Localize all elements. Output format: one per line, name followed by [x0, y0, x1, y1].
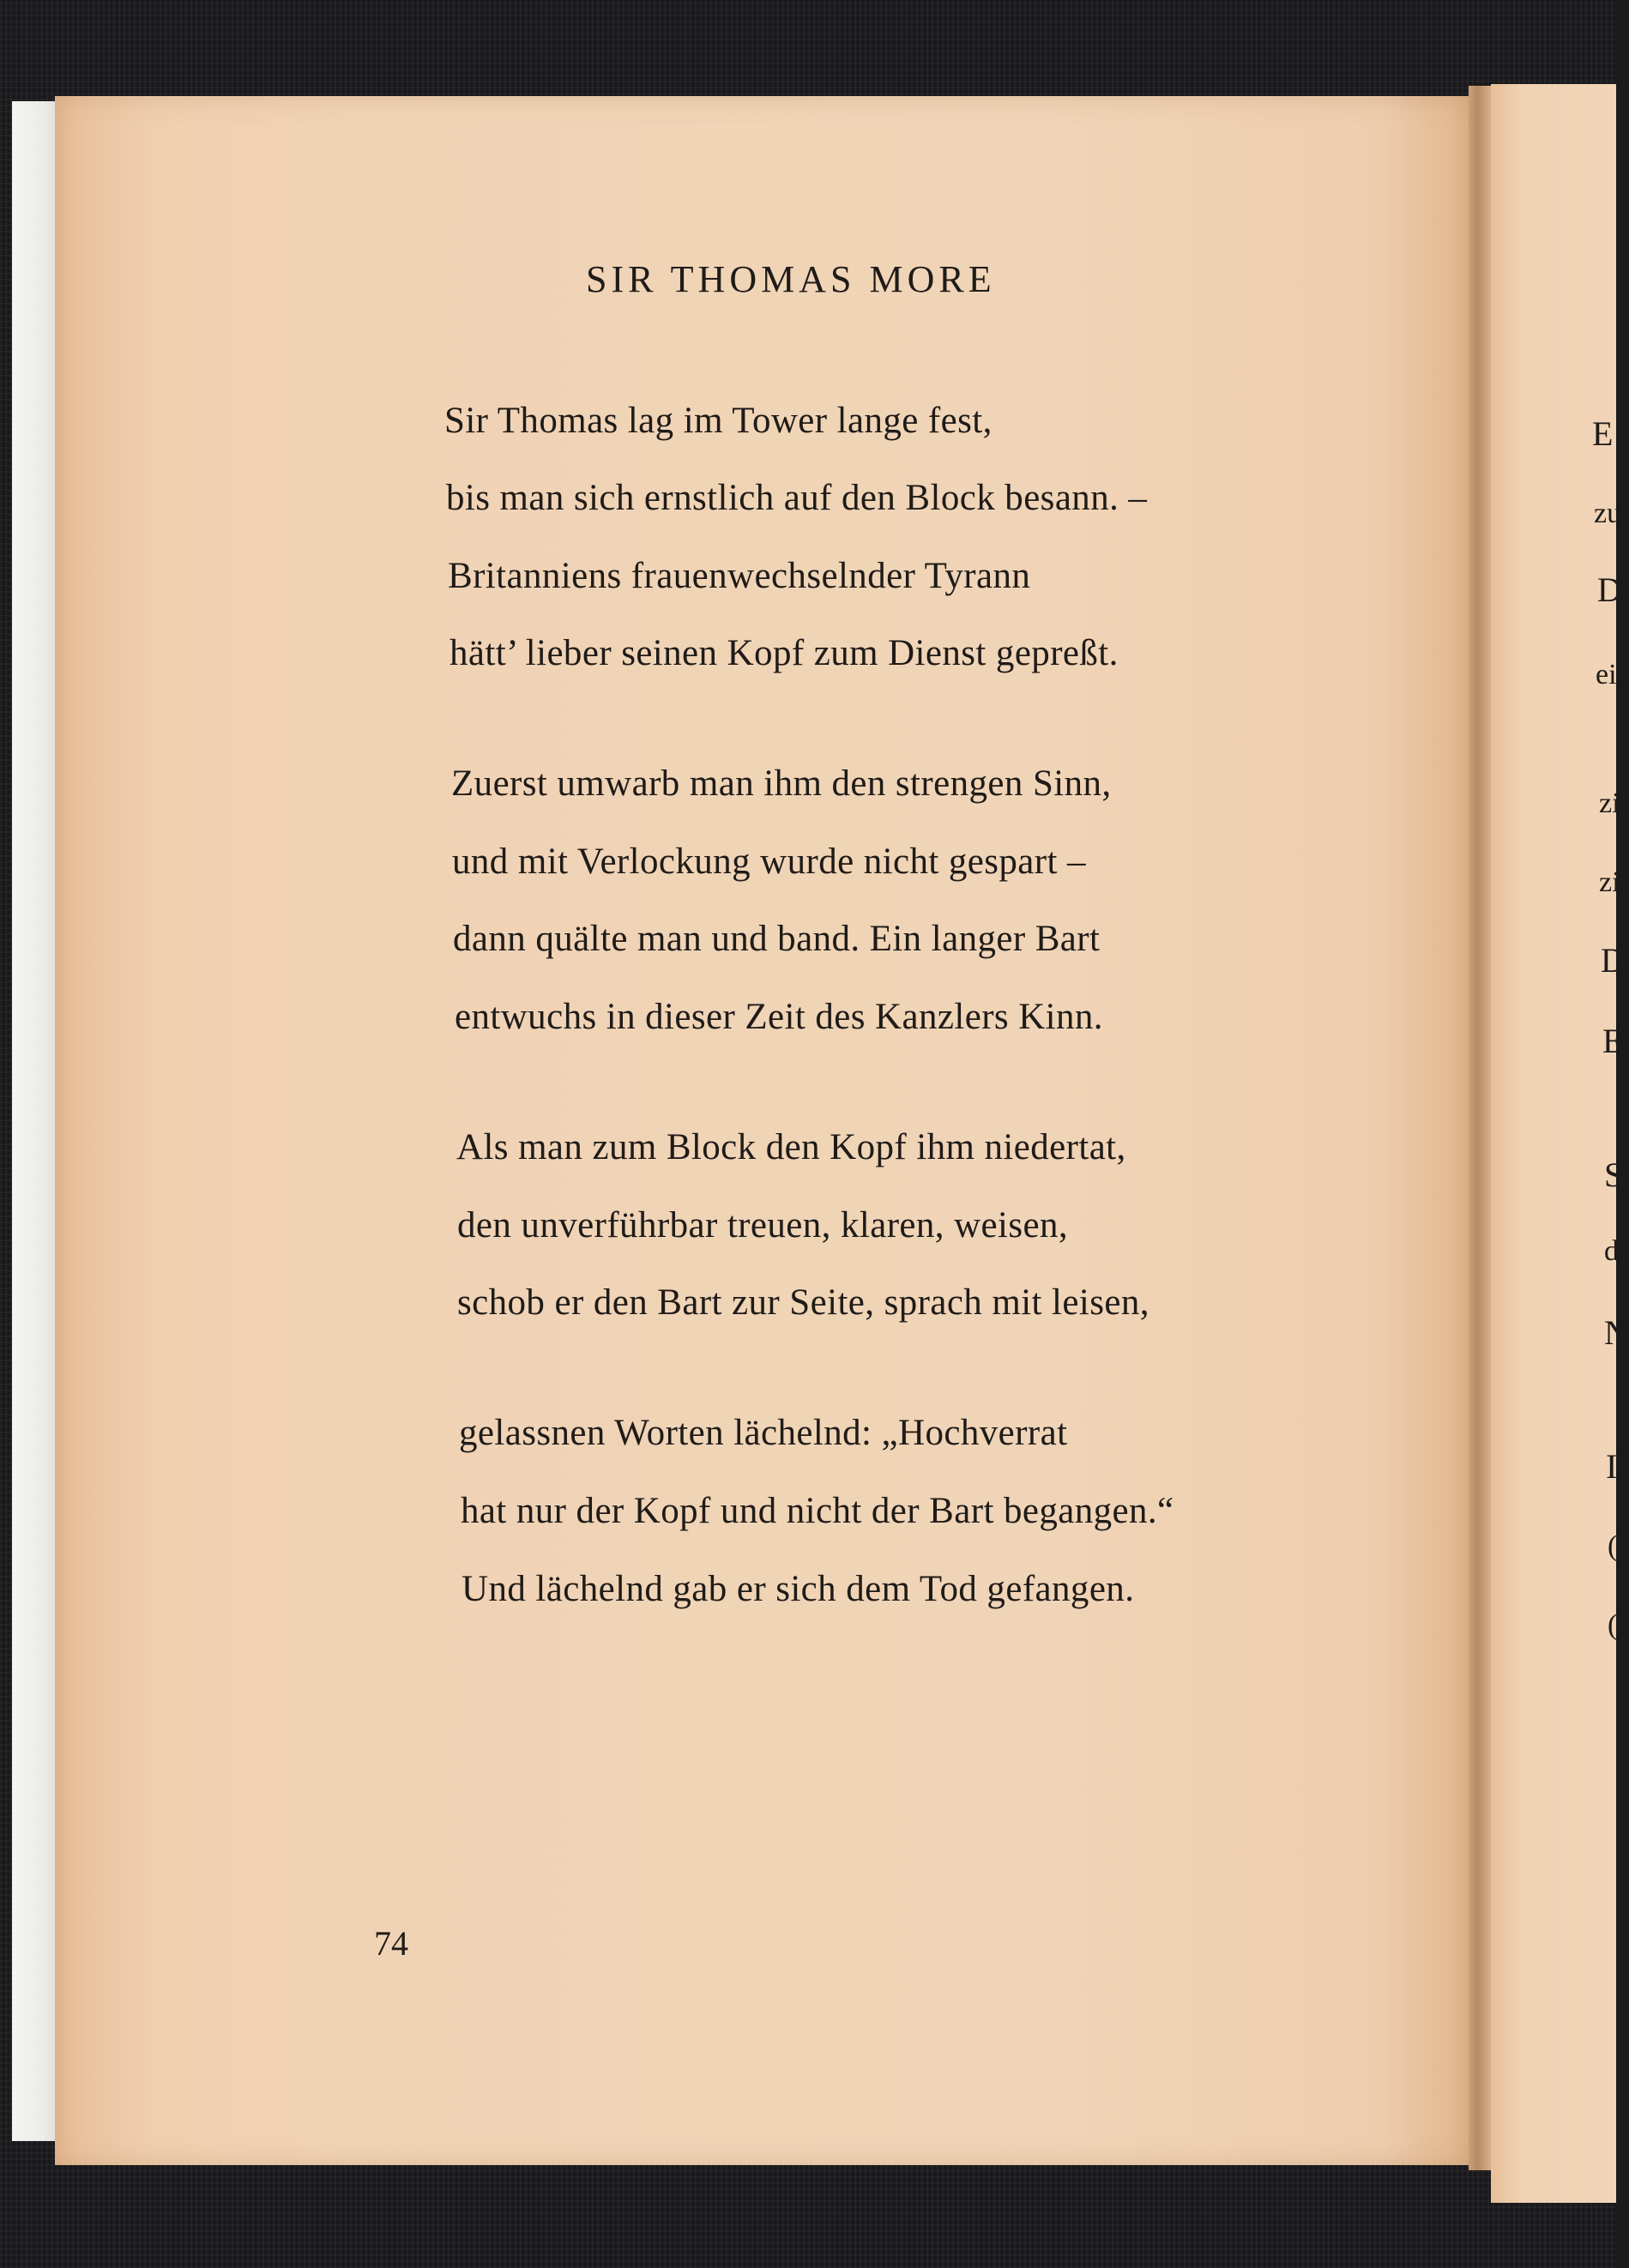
facing-page-fragment: N [1604, 1313, 1629, 1352]
facing-page-fragment: zi [1599, 866, 1620, 898]
poem-line: den unverführbar treuen, klaren, weisen, [457, 1205, 1069, 1246]
poem-line: gelassnen Worten lächelnd: „Hochverrat [459, 1413, 1068, 1453]
facing-page-fragment: zi [1599, 787, 1620, 819]
poem-line: entwuchs in dieser Zeit des Kanzlers Kinn. [455, 997, 1103, 1037]
facing-page-fragment: zu [1594, 498, 1622, 529]
poem-line: bis man sich ernstlich auf den Block besann. – [446, 478, 1148, 518]
poem-line: Sir Thomas lag im Tower lange fest, [444, 401, 992, 441]
book-gutter [1469, 86, 1491, 2170]
facing-page-fragment: ( [1608, 1609, 1618, 1641]
page-number: 74 [374, 1924, 408, 1963]
facing-page-fragment: ( [1608, 1530, 1618, 1562]
facing-page-fragment: D [1601, 941, 1626, 980]
poem-line: und mit Verlockung wurde nicht gespart – [452, 841, 1086, 882]
facing-page-fragment: I [1606, 1447, 1618, 1486]
facing-page-fragment: S [1604, 1155, 1624, 1194]
poem-line: hat nur der Kopf und nicht der Bart begangen.“ [461, 1491, 1174, 1531]
poem-title: SIR THOMAS MORE [586, 258, 996, 300]
facing-page-fragment: ei [1596, 659, 1617, 691]
poem-line: Und lächelnd gab er sich dem Tod gefangen. [462, 1569, 1135, 1609]
facing-page-fragment: E [1592, 414, 1614, 453]
poem-line: dann quälte man und band. Ein langer Bart [453, 919, 1101, 959]
poem-line: Zuerst umwarb man ihm den strengen Sinn, [451, 763, 1112, 804]
facing-page-fragment: E [1602, 1022, 1624, 1060]
poem-line: Als man zum Block den Kopf ihm niedertat, [456, 1127, 1126, 1167]
facing-page-fragment: D [1597, 570, 1622, 609]
right-page [1491, 84, 1616, 2203]
poem-line: Britanniens frauenwechselnder Tyrann [448, 556, 1031, 596]
poem-line: hätt’ lieber seinen Kopf zum Dienst gepreßt. [449, 633, 1119, 673]
facing-page-fragment: d [1604, 1235, 1619, 1267]
poem-line: schob er den Bart zur Seite, sprach mit leisen, [457, 1282, 1149, 1323]
